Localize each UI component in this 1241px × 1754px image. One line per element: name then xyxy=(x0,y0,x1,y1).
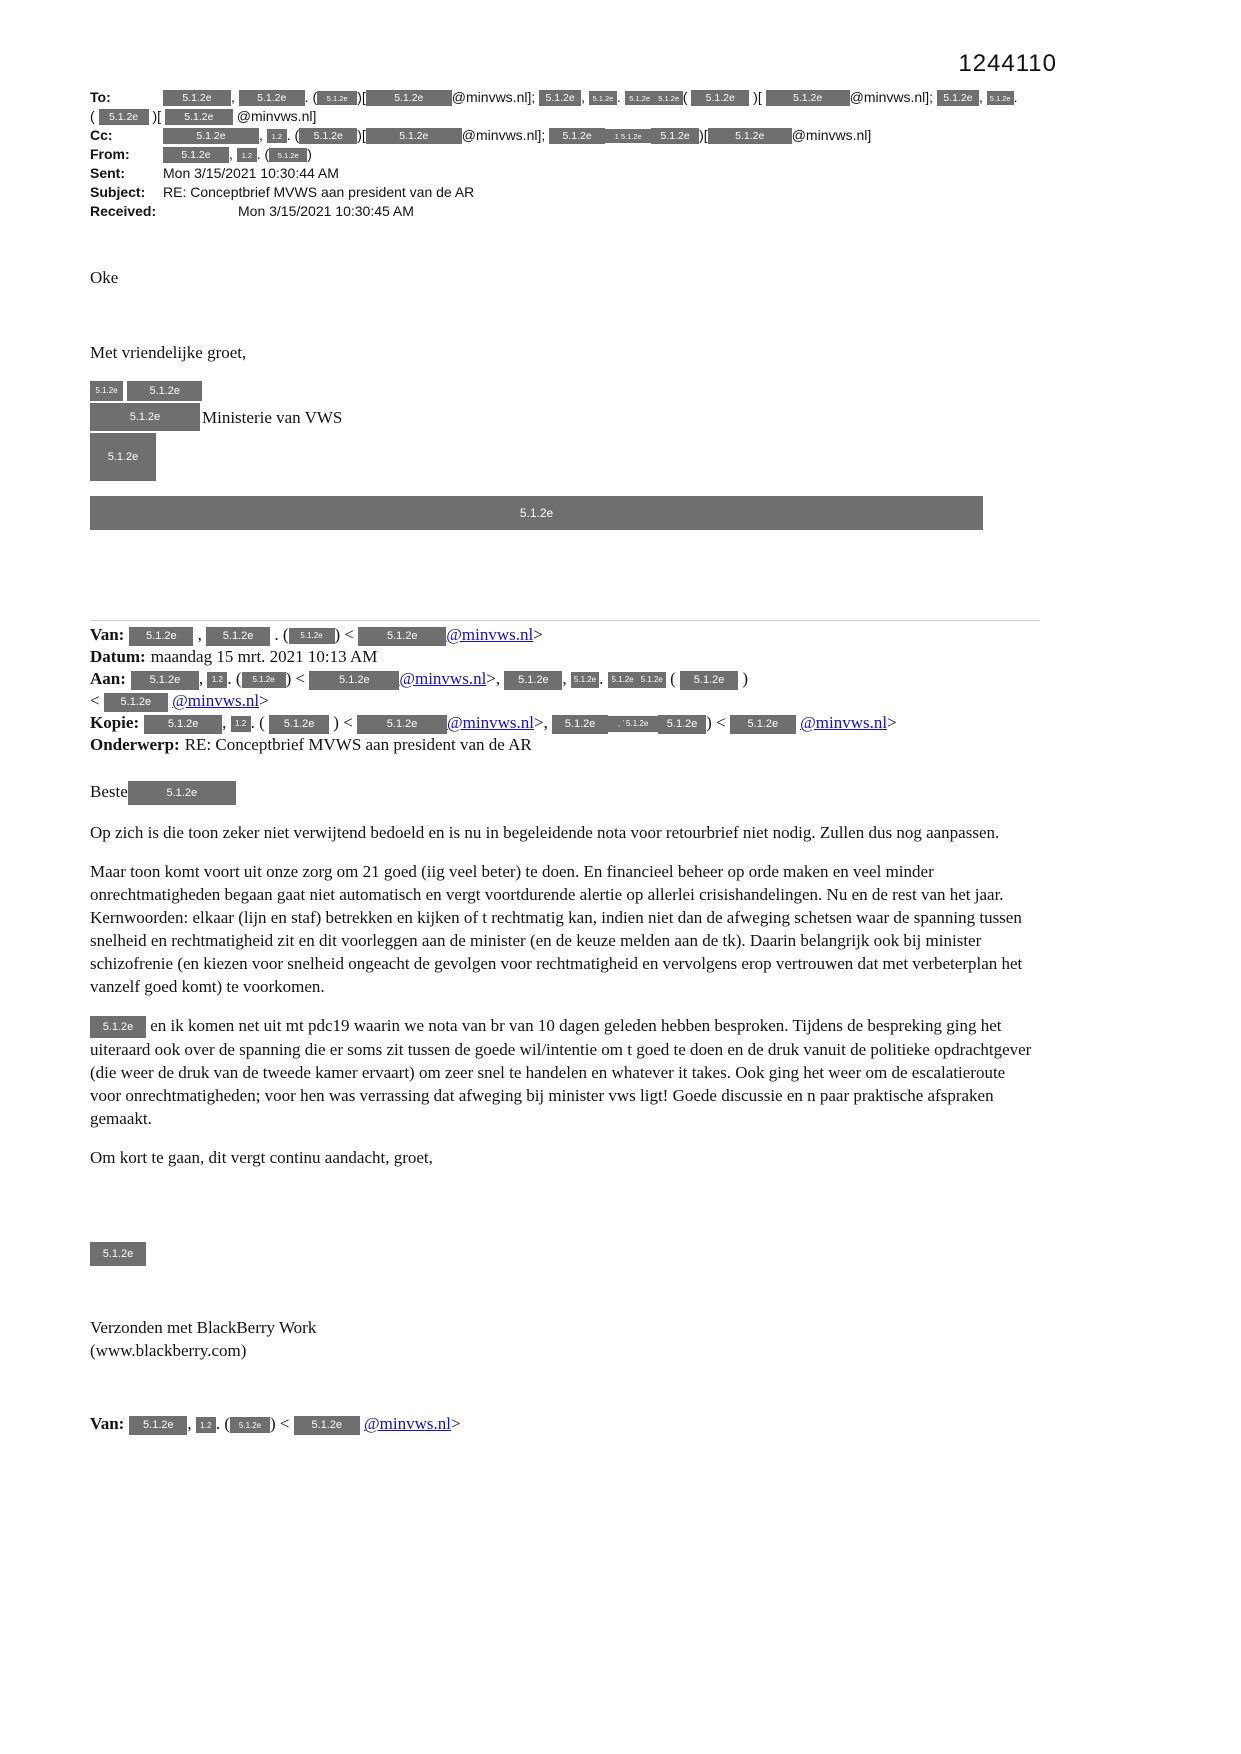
blackberry-line-1: Verzonden met BlackBerry Work xyxy=(90,1318,317,1338)
paragraph-2: Maar toon komt voort uit onze zorg om 21 goed (iig veel beter) te doen. En financieel beheer op orde maken en veel minder onrechtmatigheden begaan gaat niet automatisch en vergt voortdurende alertie op allerlei crisishandelingen. Nu en de rest van het jaar. Kernwoorden: elkaar (lijn en staf) betrekken en kijken of t rechtmatig kan, indien niet dan de afweging schetsen waar de spanning tussen snelheid en rechtmatigheid zit en dit voorleggen aan de minister (en de keuze melden aan de tk). Daarin belangrijk ook bij minister schizofrenie (en kiezen voor snelheid ongeacht de gevolgen voor rechtmatigheid en vervolgens erop vertrouwen dat met verbeterplan het vanzelf goed komt) te voorkomen. xyxy=(90,862,1023,997)
email-link[interactable]: @minvws.nl xyxy=(172,691,260,711)
redaction-box: 5.1.2e xyxy=(680,671,738,690)
redaction-box: 5.1.2e xyxy=(289,628,335,644)
quoted-row-aan xyxy=(90,668,1040,712)
quoted-datum-value: maandag 15 mrt. 2021 10:13 AM xyxy=(150,647,378,667)
full-width-redaction-bar xyxy=(90,496,983,530)
redaction-box: 5.1.2e xyxy=(128,781,236,805)
email-link[interactable]: @minvws.nl xyxy=(800,713,888,733)
redaction-box: 5.1.2e xyxy=(608,672,638,688)
bottom-van-value: 5.1.2e , 1.2 . ( 5.1.2e ) < 5.1.2e @minvws.nl> xyxy=(129,1414,460,1433)
redaction-box: 1.2 xyxy=(267,129,287,143)
redaction-box: 5.1.2e xyxy=(144,715,222,734)
quoted-row-datum xyxy=(90,646,1040,668)
quoted-label-onderwerp: Onderwerp: xyxy=(90,735,180,755)
redaction-box: 5.1.2e xyxy=(206,627,270,646)
redaction-box: 5.1.2e xyxy=(165,109,233,125)
quoted-van-value: 5.1.2e , 5.1.2e . ( 5.1.2e ) < 5.1.2e @minvws.nl> xyxy=(129,625,542,644)
redaction-box: 5.1.2e xyxy=(589,91,617,105)
signature-redaction-row-2 xyxy=(90,403,1040,431)
header-label-cc: Cc: xyxy=(90,127,113,143)
redaction-box: 5.1.2e xyxy=(163,128,259,144)
header-label-received: Received: xyxy=(90,203,157,219)
redaction-box: 5.1.2e xyxy=(99,109,149,125)
redaction-box: 1 5.1.2e xyxy=(605,129,651,143)
quoted-aan-value: 5.1.2e , 1.2 . ( 5.1.2e ) < 5.1.2e @minvws.nl>, 5.1.2e , 5.1.2e . 5.1.2e 5.1.2e ( 5.1.2e ) < 5.1.2e @minvws.nl> xyxy=(90,669,748,711)
redaction-box: 5.1.2e xyxy=(366,128,462,144)
bottom-quoted-van xyxy=(90,1412,1040,1435)
redaction-box: 5.1.2e xyxy=(129,627,193,646)
paragraph-1: Op zich is die toon zeker niet verwijtend bedoeld en is nu in begeleidende nota voor retourbrief niet nodig. Zullen dus nog aanpassen. xyxy=(90,823,1000,843)
blackberry-footer xyxy=(90,1316,1040,1362)
signature-redaction-row-1 xyxy=(90,378,1040,401)
quoted-label-kopie: Kopie: xyxy=(90,713,140,733)
redaction-box: 5.1.2e xyxy=(730,715,796,734)
redaction-box: 5.1.2e xyxy=(104,693,168,712)
paragraph-3: 5.1.2e en ik komen net uit mt pdc19 waarin we nota van br van 10 dagen geleden hebben besproken. Tijdens de bespreking ging het uiteraard ook over de spanning die er soms zit tussen de goede wil/intentie om t goed te doen en de druk vanuit de politieke opdrachtgever (die weer de druk van de tweede kamer ervaart) om zeer snel te handelen en whatever it takes. Ook ging het weer om de escalatieroute voor onrechtmatigheden; voor hen was verrassing dat afweging bij minister vws ligt! Goede discussie en n paar praktische afspraken gemaakt. xyxy=(90,1016,1032,1129)
redaction-box: 1.2 xyxy=(196,1417,216,1433)
redaction-box: 5.1.2e xyxy=(708,128,792,144)
quoted-email-header xyxy=(90,624,1040,756)
quoted-label-datum: Datum: xyxy=(90,647,146,667)
closing-salutation: Met vriendelijke groet, xyxy=(90,343,247,362)
header-row-cc xyxy=(90,126,1040,145)
cc-recipients: 5.1.2e , 1.2 . ( 5.1.2e )[ 5.1.2e @minvws.nl]; 5.1.2e 1 5.1.2e 5.1.2e )[ 5.1.2e @minvws.nl] xyxy=(163,127,871,143)
body-greeting: Oke xyxy=(90,268,119,287)
quoted-kopie-value: 5.1.2e , 1.2 . ( 5.1.2e ) < 5.1.2e @minvws.nl>, 5.1.2e , ’ 5.1.2e 5.1.2e ) < 5.1.2e @minvws.nl> xyxy=(144,713,897,732)
email-body xyxy=(90,266,1040,1435)
header-row-sent xyxy=(90,164,1040,183)
redaction-box: 5.1.2e xyxy=(294,1416,360,1435)
header-label-subject: Subject: xyxy=(90,184,146,200)
redaction-box: 5.1.2e xyxy=(242,672,286,688)
redaction-box: 5.1.2e xyxy=(317,91,357,105)
signature-name-redaction xyxy=(90,406,200,425)
header-row-subject xyxy=(90,183,1040,202)
redaction-box: 5.1.2e xyxy=(539,90,581,106)
quoted-row-kopie xyxy=(90,712,1040,734)
redaction-box: , ’ 5.1.2e xyxy=(608,716,658,732)
redaction-box: 5.1.2e xyxy=(90,381,123,401)
quoted-label-aan: Aan: xyxy=(90,669,126,689)
redaction-box: 5.1.2e xyxy=(366,90,452,106)
bottom-van-label: Van: xyxy=(90,1414,125,1434)
redaction-box: 5.1.2e xyxy=(230,1417,270,1433)
org-name: Ministerie van VWS xyxy=(202,407,343,427)
quoted-row-onderwerp xyxy=(90,734,1040,756)
blackberry-line-2: (www.blackberry.com) xyxy=(90,1341,247,1361)
redaction-box: 5.1.2e xyxy=(549,128,605,144)
salutation-line: Beste 5.1.2e xyxy=(90,780,1040,805)
divider-rule xyxy=(90,620,1040,621)
header-label-to: To: xyxy=(90,89,111,105)
document-number: 1244110 xyxy=(958,50,1057,77)
redaction-box: 5.1.2e xyxy=(309,671,399,690)
redaction-box: 5.1.2e xyxy=(571,672,599,688)
email-link[interactable]: @minvws.nl xyxy=(447,713,534,733)
signature-redaction-row-3 xyxy=(90,433,1040,481)
email-link[interactable]: @minvws.nl xyxy=(364,1414,451,1434)
quoted-label-van: Van: xyxy=(90,625,125,645)
redaction-box: 5.1.2e xyxy=(937,90,979,106)
redaction-bar-label: 5.1.2e xyxy=(519,505,554,520)
redaction-box: 5.1.2e xyxy=(658,715,706,734)
to-recipients: 5.1.2e , 5.1.2e . ( 5.1.2e )[ 5.1.2e @minvws.nl]; 5.1.2e , 5.1.2e . 5.1.2e 5.1.2e ( 5.1.2e )[ 5.1.2e @minvws.nl]; 5.1.2e , 5.1.2e . ( 5.1.2e )[ 5.1.2e @minvws.nl] xyxy=(90,89,1018,124)
redaction-box: 5.1.2e xyxy=(90,1242,146,1266)
redaction-box: 5.1.2e xyxy=(625,91,655,105)
redaction-box: 5.1.2e xyxy=(552,715,608,734)
redaction-box: 5.1.2e xyxy=(90,433,156,481)
redaction-box: 5.1.2e xyxy=(299,128,357,144)
redaction-box: 5.1.2e xyxy=(163,90,231,106)
paragraph-4: Om kort te gaan, dit vergt continu aandacht, groet, xyxy=(90,1148,433,1168)
signature-block xyxy=(90,378,1040,481)
redaction-box: 5.1.2e xyxy=(651,128,699,144)
redaction-box: 5.1.2e xyxy=(239,90,305,106)
redaction-box: 5.1.2e xyxy=(504,671,562,690)
redaction-box: 5.1.2e xyxy=(269,715,329,734)
email-link[interactable]: @minvws.nl xyxy=(399,669,487,689)
redaction-box: 5.1.2e xyxy=(357,715,447,734)
subject-text: RE: Conceptbrief MVWS aan president van de AR xyxy=(163,184,475,200)
standalone-redaction xyxy=(90,1241,1040,1266)
redaction-box: 1.2 xyxy=(237,148,257,162)
email-header xyxy=(90,88,1040,221)
redaction-box: 5.1.2e xyxy=(129,1416,187,1435)
redaction-box: 5.1.2e xyxy=(655,91,683,105)
redaction-box: 5.1.2e xyxy=(127,381,202,401)
sent-timestamp: Mon 3/15/2021 10:30:44 AM xyxy=(163,165,339,181)
redaction-box: 5.1.2e xyxy=(131,671,199,690)
header-label-from: From: xyxy=(90,146,130,162)
header-row-received xyxy=(90,202,1040,221)
redaction-box: 5.1.2e xyxy=(90,1016,146,1038)
redaction-box: 5.1.2e xyxy=(358,627,446,646)
from-sender: 5.1.2e , 1.2 . ( 5.1.2e ) xyxy=(163,146,312,162)
redaction-box: 5.1.2e xyxy=(163,147,229,163)
redaction-box: 1.2 xyxy=(231,716,251,732)
header-row-from xyxy=(90,145,1040,164)
quoted-onderwerp-value: RE: Conceptbrief MVWS aan president van de AR xyxy=(184,735,532,755)
redaction-box: 1.2 xyxy=(207,672,227,688)
received-timestamp: Mon 3/15/2021 10:30:45 AM xyxy=(238,203,414,219)
redaction-box: 5.1.2e xyxy=(269,148,307,162)
header-row-to xyxy=(90,88,1040,126)
quoted-row-van xyxy=(90,624,1040,646)
redaction-box: 5.1.2e xyxy=(90,403,200,431)
header-label-sent: Sent: xyxy=(90,165,125,181)
redaction-box: 5.1.2e xyxy=(638,672,666,688)
redaction-box: 5.1.2e xyxy=(766,90,850,106)
redaction-box: 5.1.2e xyxy=(691,90,749,106)
redaction-box: 5.1.2e xyxy=(987,91,1014,105)
email-link[interactable]: @minvws.nl xyxy=(446,625,534,645)
